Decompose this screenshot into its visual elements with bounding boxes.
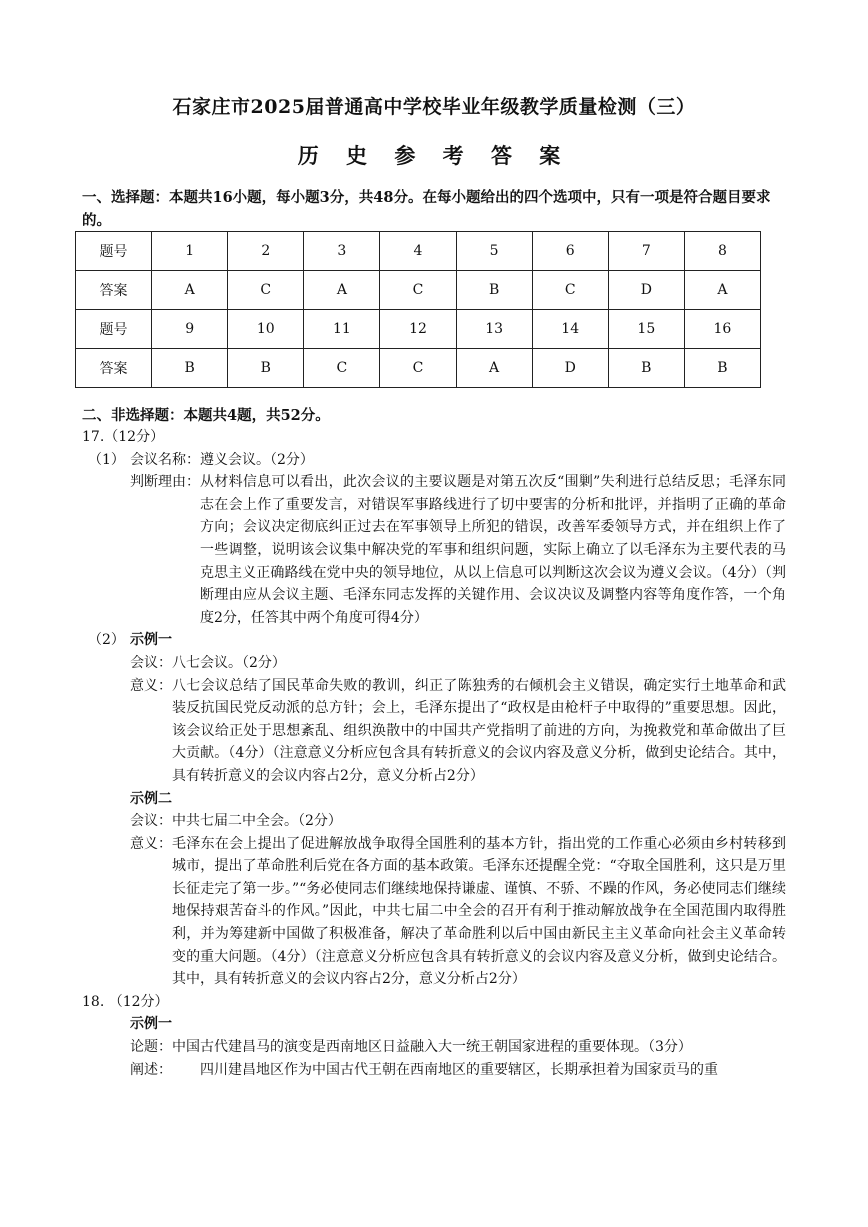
answer-table-row — [76, 232, 761, 271]
q17-ex1-meeting-label: 会议： — [130, 654, 172, 671]
q18-exposition-label: 阐述： — [130, 1061, 172, 1078]
answer-table-cell: B — [228, 349, 304, 388]
q17-ex2-meeting-text: 中共七届二中全会。（2分） — [172, 813, 342, 830]
q18-exposition-text: 四川建昌地区作为中国古代王朝在西南地区的重要辖区，长期承担着为国家贡马的重 — [200, 1061, 718, 1078]
q17-ex2-meeting — [82, 810, 786, 833]
answer-table-cell: B — [152, 349, 228, 388]
q17-ex1-sig-label: 意义： — [130, 677, 172, 694]
exam-title: 石家庄市2025届普通高中学校毕业年级教学质量检测（三） — [172, 96, 696, 118]
answer-table-row-header: 题号 — [76, 310, 152, 349]
q17-judge-reason — [82, 471, 786, 629]
q17-ex2-sig-text: 毛泽东在会上提出了促进解放战争取得全国胜利的基本方针，指出党的工作重心必须由乡村转移到城市，提出了革命胜利后党在各方面的基本政策。毛泽东还提醒全党：“夺取全国胜利，这只是万里长征走完了第一步。”“务必使同志们继续地保持谦虚、谨慎、不骄、不躁的作风，务必使同志们继续地保持艰苦奋斗的作风。”因此，中共七届二中全会的召开有利于推动解放战争在全国范围内取得胜利，并为筹建新中国做了积极准备，解决了革命胜利以后中国由新民主主义革命向社会主义革命转变的重大问题。（4分）（注意意义分析应包含具有转折意义的会议内容及意义分析，做到史论结合。其中，具有转折意义的会议内容占2分，意义分析占2分） — [172, 835, 786, 988]
q17-ex2-sig-label: 意义： — [130, 835, 172, 852]
q17-judge-text: 从材料信息可以看出，此次会议的主要议题是对第五次反“围剿”失利进行总结反思；毛泽东同志在会上作了重要发言，对错误军事路线进行了切中要害的分析和批评，并指明了正确的革命方向；会议决定彻底纠正过去在军事领导上所犯的错误，改善军委领导方式，并在组织上作了一些调整，说明该会议集中解决党的军事和组织问题，实际上确立了以毛泽东为主要代表的马克思主义正确路线在党中央的领导地位，从以上信息可以判断这次会议为遵义会议。（4分）（判断理由应从会议主题、毛泽东同志发挥的关键作用、会议决议及调整内容等角度作答，一个角度2分，任答其中两个角度可得4分） — [200, 474, 786, 626]
answer-table-cell: 2 — [228, 232, 304, 271]
q17-example2-label: 示例二 — [130, 790, 172, 807]
answer-table-row — [76, 310, 761, 349]
section-1-heading: 一、选择题：本题共16小题，每小题3分，共48分。在每小题给出的四个选项中，只有一项是符合题目要求的。 — [82, 189, 771, 229]
answer-table-cell: A — [684, 271, 760, 310]
answer-table-cell: A — [304, 271, 380, 310]
q18-thesis-label: 论题： — [130, 1039, 172, 1056]
q18-example1-label: 示例一 — [130, 1016, 172, 1033]
answer-table-row-header: 题号 — [76, 232, 152, 271]
q17-ex1-meeting — [82, 652, 786, 675]
answer-table-cell: C — [532, 271, 608, 310]
q17-ex1-meeting-text: 八七会议。（2分） — [172, 654, 286, 671]
q17-ex2-significance — [82, 833, 786, 991]
q17-part2 — [82, 629, 786, 652]
answer-table-cell: A — [456, 349, 532, 388]
answer-table-cell: 8 — [684, 232, 760, 271]
answer-table — [75, 231, 761, 388]
answer-table-cell: 3 — [304, 232, 380, 271]
answer-table-cell: 1 — [152, 232, 228, 271]
answer-table-row — [76, 349, 761, 388]
q17-ex1-significance — [82, 675, 786, 788]
answer-table-cell: C — [380, 271, 456, 310]
section-2-heading: 二、非选择题：本题共4题，共52分。 — [82, 407, 330, 424]
answer-table-cell: B — [456, 271, 532, 310]
answer-table-cell: 9 — [152, 310, 228, 349]
answer-table-cell: C — [228, 271, 304, 310]
question-17-heading: 17.（12分） — [82, 429, 165, 445]
answer-table-cell: B — [608, 349, 684, 388]
answer-table-cell: 5 — [456, 232, 532, 271]
answer-table-cell: 12 — [380, 310, 456, 349]
answer-table-row-header: 答案 — [76, 349, 152, 388]
q17-part1 — [82, 449, 786, 472]
q17-ex2-meeting-label: 会议： — [130, 813, 172, 830]
answer-table-cell: 15 — [608, 310, 684, 349]
answer-body — [82, 426, 786, 1081]
answer-table-cell: 7 — [608, 232, 684, 271]
q17-example1-label: 示例一 — [130, 632, 172, 649]
question-18-heading: 18. （12分） — [82, 993, 169, 1010]
exam-subtitle: 历 史 参 考 答 案 — [297, 143, 571, 168]
answer-table-cell: C — [304, 349, 380, 388]
answer-table-cell: 13 — [456, 310, 532, 349]
answer-table-cell: A — [152, 271, 228, 310]
q18-thesis-text: 中国古代建昌马的演变是西南地区日益融入大一统王朝国家进程的重要体现。（3分） — [172, 1039, 692, 1056]
answer-table-cell: 16 — [684, 310, 760, 349]
answer-table-row — [76, 271, 761, 310]
q17-part1-label: （1） — [88, 451, 125, 468]
answer-table-cell: 14 — [532, 310, 608, 349]
answer-table-cell: 4 — [380, 232, 456, 271]
q18-thesis — [82, 1036, 786, 1059]
answer-table-cell: D — [532, 349, 608, 388]
q17-ex1-sig-text: 八七会议总结了国民革命失败的教训，纠正了陈独秀的右倾机会主义错误，确定实行土地革命和武装反抗国民党反动派的总方针；会上，毛泽东提出了“政权是由枪杆子中取得的”重要思想。因此，该会议给正处于思想紊乱、组织涣散中的中国共产党指明了前进的方向，为挽救党和革命做出了巨大贡献。（4分）（注意意义分析应包含具有转折意义的会议内容及意义分析，做到史论结合。其中，具有转折意义的会议内容占2分，意义分析占2分） — [172, 677, 786, 784]
q17-part2-label: （2） — [88, 632, 125, 649]
answer-table-cell: C — [380, 349, 456, 388]
q17-judge-label: 判断理由： — [130, 474, 200, 491]
answer-table-cell: D — [608, 271, 684, 310]
answer-table-cell: 10 — [228, 310, 304, 349]
answer-table-cell: 11 — [304, 310, 380, 349]
q17-part1-text: 会议名称：遵义会议。（2分） — [130, 451, 314, 468]
answer-table-cell: B — [684, 349, 760, 388]
answer-table-row-header: 答案 — [76, 271, 152, 310]
answer-table-cell: 6 — [532, 232, 608, 271]
q18-exposition — [82, 1059, 786, 1082]
